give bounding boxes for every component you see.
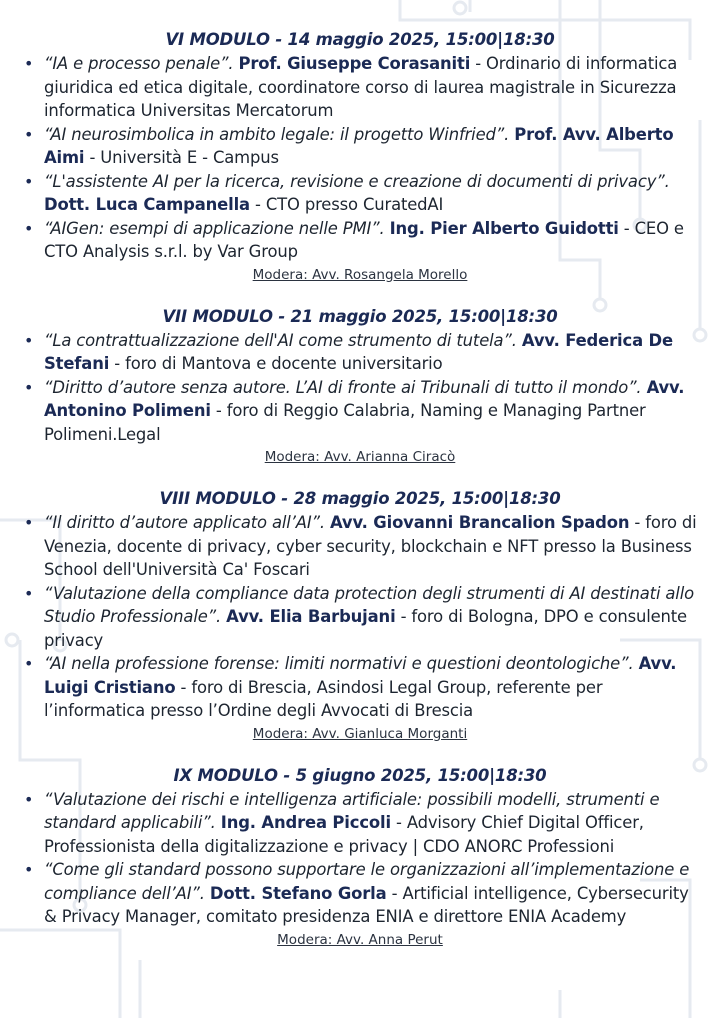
talk-title: “Come gli standard possono supportare le organizzazioni all’implementazione e compliance dell’AI”. [44,860,690,903]
moderator: Modera: Avv. Anna Perut [277,931,443,948]
bullet-icon: • [24,54,34,73]
talk-title: “AIGen: esempi di applicazione nelle PMI”. [44,218,385,238]
talk-speaker: Avv. Federica De Stefani [44,330,673,373]
moderator: Modera: Avv. Arianna Ciracò [264,449,456,465]
talk-details: - CEO e CTO Analysis s.r.l. by Var Group [44,218,684,261]
list-item [22,511,698,582]
bullet-icon: • [24,654,34,673]
talk-list [22,52,698,264]
talk-title: “Diritto d’autore senza autore. L’AI di fronte ai Tribunali di tutto il mondo”. [44,377,642,397]
talk-speaker: Avv. Antonino Polimeni [44,377,685,420]
talk-speaker: Avv. Giovanni Brancalion Spadon [329,513,630,532]
talk-speaker: Avv. Elia Barbujani [226,607,396,626]
moderator: Modera: Avv. Gianluca Morganti [252,725,468,742]
list-item [22,788,698,859]
talk-title: “IA e processo penale”. [44,54,234,73]
talk-title: “La contrattualizzazione dell'AI come strumento di tutela”. [44,330,517,350]
bullet-icon: • [24,124,34,144]
list-item [22,217,698,264]
list-item [22,652,698,723]
module-vii [22,307,698,468]
talk-title: “AI neurosimbolica in ambito legale: il progetto Winfried”. [44,124,510,144]
talk-speaker: Dott. Luca Campanella [44,195,250,214]
talk-speaker: Ing. Pier Alberto Guidotti [389,218,619,238]
talk-title: “L'assistente AI per la ricerca, revisione e creazione di documenti di privacy”. [44,171,670,191]
list-item [22,329,698,376]
list-item [22,170,698,217]
talk-speaker: Ing. Andrea Piccoli [220,813,391,832]
list-item [22,52,698,123]
talk-title: “AI nella professione forense: limiti normativi e questioni deontologiche”. [44,654,634,673]
module-title: IX MODULO - 5 giugno 2025, 15:00|18:30 [173,765,547,785]
bullet-icon: • [24,789,34,809]
module-title: VII MODULO - 21 maggio 2025, 15:00|18:30 [162,306,558,326]
talk-details: - foro di Mantova e docente universitario [109,354,443,373]
talk-details: - foro di Bologna, DPO e consulente privacy [44,607,687,650]
bullet-icon: • [24,583,34,603]
list-item [22,123,698,170]
talk-details: - Ordinario di informatica giuridica ed etica digitale, coordinatore corso di laurea magistrale in Sicurezza informatica Universitas Mercatorum [44,54,678,120]
talk-details: - Artificial intelligence, Cybersecurity & Privacy Manager, comitato presidenza ENIA e direttore ENIA Academy [44,883,689,926]
module-title: VIII MODULO - 28 maggio 2025, 15:00|18:30 [159,489,561,508]
talk-list [22,329,698,447]
talk-speaker: Prof. Giuseppe Corasaniti [238,54,471,73]
module-ix [22,766,698,950]
module-title: VI MODULO - 14 maggio 2025, 15:00|18:30 [165,30,555,49]
bullet-icon: • [24,330,34,350]
talk-details: - Advisory Chief Digital Officer, Professionista della digitalizzazione e privacy | CDO ANORC Professioni [44,813,644,856]
talk-details: - Università E - Campus [84,148,279,167]
list-item [22,376,698,447]
talk-speaker: Avv. Luigi Cristiano [44,654,677,697]
talk-title: “Valutazione della compliance data protection degli strumenti di AI destinati allo Studio Professionale”. [44,583,694,626]
bullet-icon: • [24,171,34,191]
talk-title: “Valutazione dei rischi e intelligenza artificiale: possibili modelli, strumenti e standard applicabili”. [44,789,660,832]
talk-details: - CTO presso CuratedAI [249,195,444,214]
talk-details: - foro di Reggio Calabria, Naming e Managing Partner Polimeni.Legal [44,401,646,444]
talk-list [22,788,698,929]
module-vi [22,30,698,285]
talk-list [22,511,698,723]
bullet-icon: • [24,860,34,879]
bullet-icon: • [24,513,34,532]
bullet-icon: • [24,377,34,397]
talk-details: - foro di Venezia, docente di privacy, cyber security, blockchain e NFT presso la Business School dell'Università Ca' Foscari [44,513,697,579]
list-item [22,582,698,653]
moderator: Modera: Avv. Rosangela Morello [252,266,468,283]
talk-details: - foro di Brescia, Asindosi Legal Group, referente per l’informatica presso l’Ordine degli Avvocati di Brescia [44,677,603,720]
list-item [22,858,698,929]
talk-title: “Il diritto d’autore applicato all’AI”. [44,513,325,532]
talk-speaker: Dott. Stefano Gorla [209,883,387,903]
talk-speaker: Prof. Avv. Alberto Aimi [44,124,674,167]
bullet-icon: • [24,218,34,238]
module-viii [22,489,698,744]
